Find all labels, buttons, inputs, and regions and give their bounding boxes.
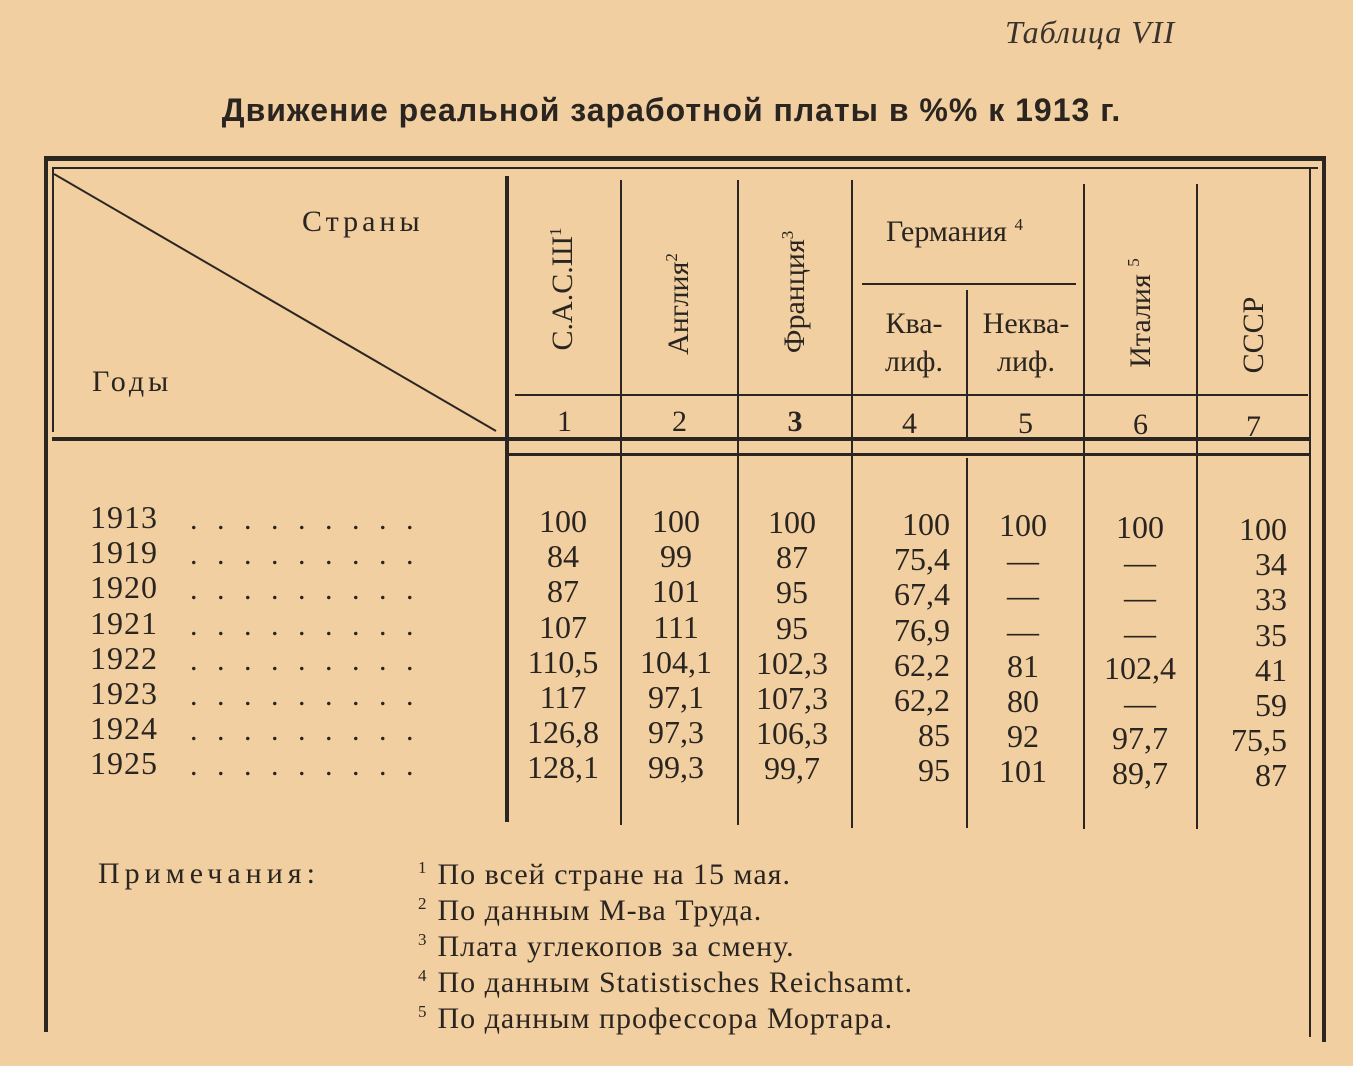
col-header-england-note: 2 <box>662 253 681 262</box>
row-leader-dots: . . . . . . . . . <box>190 503 420 536</box>
table-cell: 102,4 <box>1104 649 1176 686</box>
col-line-5 <box>1083 184 1085 829</box>
table-cell: 100 <box>902 506 950 542</box>
row-year: 1922 <box>90 639 158 676</box>
table-number: Таблица VII <box>1005 14 1176 50</box>
frame-top <box>44 156 1326 161</box>
table-cell: — <box>1007 612 1039 649</box>
row-year: 1913 <box>90 499 158 535</box>
table-cell: 75,5 <box>1231 722 1287 759</box>
row-year: 1924 <box>90 710 158 747</box>
frame-right-inner <box>1309 167 1311 1037</box>
header-countries: Страны <box>302 205 424 238</box>
table-cell: — <box>1124 544 1156 581</box>
row-leader-dots: . . . . . . . . . <box>190 538 420 572</box>
table-cell: 117 <box>539 679 587 715</box>
table-cell: 100 <box>768 504 816 540</box>
frame-right <box>1322 156 1326 1042</box>
col-number-7: 7 <box>1246 410 1261 443</box>
table-cell: 110,5 <box>527 643 599 680</box>
header-separator-2 <box>505 453 1310 456</box>
table-cell: 80 <box>1007 683 1039 719</box>
row-leader-dots: . . . . . . . . . <box>190 573 420 607</box>
col-header-italy <box>1124 258 1158 368</box>
table-cell: — <box>1007 542 1039 579</box>
table-cell: 100 <box>539 503 587 539</box>
row-year: 1921 <box>90 604 158 641</box>
table-cell: — <box>1007 577 1039 614</box>
table-cell: 76,9 <box>894 611 950 648</box>
note-item <box>418 858 791 892</box>
col-line-4b <box>966 458 968 828</box>
col-number-5: 5 <box>1018 407 1033 440</box>
col-header-france <box>778 231 812 353</box>
col-header-ussr-label: СССР <box>1237 296 1270 374</box>
table-cell: 59 <box>1255 687 1287 723</box>
table-cell: 67,4 <box>894 576 950 613</box>
col-header-usa <box>546 228 580 351</box>
note-text: По всей стране на 15 мая. <box>437 858 791 891</box>
col-number-6: 6 <box>1133 408 1148 441</box>
table-cell: 111 <box>653 608 699 645</box>
table-cell: 89,7 <box>1112 755 1168 792</box>
col-number-1: 1 <box>557 405 572 438</box>
table-cell: 128,1 <box>527 749 599 786</box>
table-cell: 97,1 <box>648 679 704 715</box>
col-header-usa-label: С.А.С.Ш <box>546 236 579 351</box>
table-cell: 99,7 <box>764 750 820 787</box>
note-mark: 2 <box>418 894 428 913</box>
note-item <box>418 930 795 964</box>
row-year: 1923 <box>90 675 158 711</box>
table-cell: 41 <box>1255 651 1287 688</box>
table-cell: 87 <box>1255 757 1287 794</box>
note-mark: 4 <box>418 966 428 985</box>
table-title <box>0 92 1353 129</box>
row-leader-dots: . . . . . . . . . <box>190 714 420 748</box>
note-mark: 1 <box>418 858 428 877</box>
row-year: 1919 <box>90 534 158 571</box>
table-cell: 104,1 <box>640 643 712 680</box>
col-header-italy-label: Италия <box>1124 274 1157 368</box>
note-text: По данным М-ва Труда. <box>437 894 763 927</box>
col-header-germany <box>886 215 1023 249</box>
note-item <box>418 1002 893 1036</box>
table-cell: 102,3 <box>756 644 828 681</box>
notes-label: Примечания: <box>98 857 320 890</box>
col-header-england-label: Англия <box>662 261 695 355</box>
table-cell: 87 <box>776 539 808 576</box>
table-cell: 100 <box>652 503 700 539</box>
col-number-4: 4 <box>902 407 917 440</box>
table-cell: 85 <box>918 717 950 754</box>
row-leader-dots: . . . . . . . . . <box>190 679 420 712</box>
table-cell: 99,3 <box>648 749 704 786</box>
table-cell: 126,8 <box>527 714 599 751</box>
note-mark: 5 <box>418 1002 428 1021</box>
table-cell: 34 <box>1255 546 1287 583</box>
germany-qualified: Ква- лиф. <box>885 307 943 378</box>
table-cell: 97,3 <box>648 714 704 751</box>
table-cell: 107 <box>539 608 587 645</box>
table-cell: — <box>1124 614 1156 651</box>
table-cell: 107,3 <box>756 680 828 716</box>
col-header-ussr <box>1237 297 1271 374</box>
table-cell: 33 <box>1255 581 1287 618</box>
table-title-text: Движение реальной заработной платы в %% к 1913 г. <box>221 92 1122 128</box>
col-number-3: 3 <box>787 405 803 438</box>
table-cell: 99 <box>660 538 692 575</box>
table-cell: — <box>1124 685 1156 721</box>
note-text: По данным профессора Мортара. <box>437 1002 894 1035</box>
table-cell: 100 <box>1239 511 1287 547</box>
col-header-france-label: Франция <box>778 239 811 354</box>
row-leader-dots: . . . . . . . . . <box>190 749 420 783</box>
row-leader-dots: . . . . . . . . . <box>190 643 420 677</box>
col-header-england <box>662 253 696 355</box>
col-header-italy-note: 5 <box>1124 258 1143 267</box>
table-cell: 35 <box>1255 616 1287 653</box>
germany-unqualified: Некв​а- лиф. <box>982 307 1070 378</box>
col-line-6 <box>1196 184 1198 829</box>
table-cell: 95 <box>776 574 808 611</box>
row-leader-dots: . . . . . . . . . <box>190 608 420 642</box>
table-cell: 81 <box>1007 647 1039 684</box>
col-header-germany-note: 4 <box>1014 215 1023 234</box>
table-cell: 84 <box>547 538 579 575</box>
table-cell: 100 <box>1116 509 1164 545</box>
col-header-germany-label: Германия <box>886 215 1007 248</box>
col-header-france-note: 3 <box>778 230 797 240</box>
table-cell: 92 <box>1007 718 1039 755</box>
table-cell: 100 <box>999 507 1047 543</box>
row-year: 1925 <box>90 745 158 782</box>
table-cell: 101 <box>999 753 1047 790</box>
note-text: Плата углекопов за смену. <box>437 930 795 963</box>
table-cell: 106,3 <box>756 715 828 752</box>
table-cell: 75,4 <box>894 541 950 578</box>
col-line-3 <box>851 180 853 828</box>
header-years: Годы <box>92 365 173 398</box>
table-cell: — <box>1124 579 1156 616</box>
table-cell: 87 <box>547 573 579 610</box>
table-cell: 101 <box>652 573 700 610</box>
note-item <box>418 966 913 1000</box>
table-cell: 62,2 <box>894 682 950 718</box>
col-header-usa-note: 1 <box>546 227 565 237</box>
table-cell: 97,7 <box>1112 720 1168 757</box>
col-number-2: 2 <box>672 405 687 438</box>
colnum-line <box>515 394 1308 396</box>
table-cell: 62,2 <box>894 646 950 683</box>
table-cell: 95 <box>776 609 808 646</box>
row-year: 1920 <box>90 569 158 606</box>
note-text: По данным Statistisches Reichsamt. <box>437 966 913 999</box>
table-cell: 95 <box>918 752 950 789</box>
germany-subline <box>862 283 1076 285</box>
frame-left <box>44 156 48 1032</box>
note-item <box>418 894 762 928</box>
note-mark: 3 <box>418 930 428 949</box>
